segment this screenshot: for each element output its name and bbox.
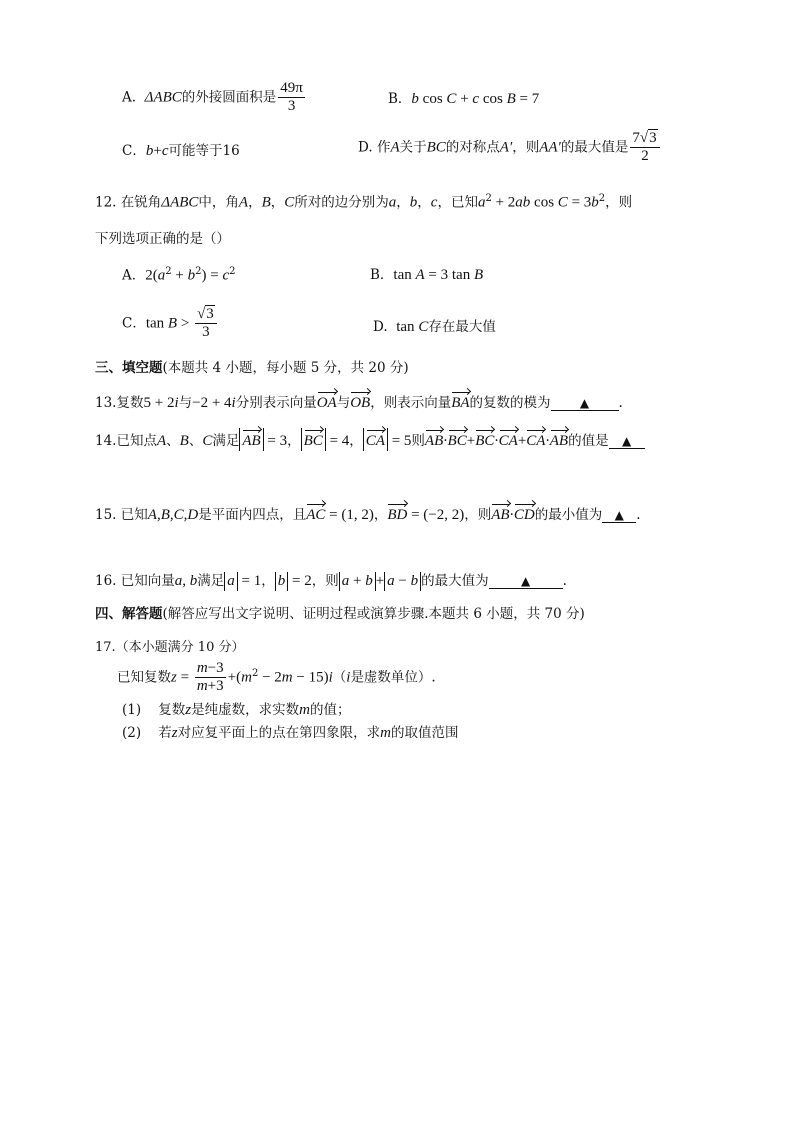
q17-part-2: (2) 若z对应复平面上的点在第四象限，求m的取值范围	[122, 725, 459, 741]
q14-line: 14.已知点A、B、C满足 AB = 3， BC = 4， CA = 5则AB·BC+BC·CA+CA·AB的值是 ▲	[95, 428, 645, 451]
q12-option-d: D. tan C存在最大值	[373, 319, 496, 335]
q15-answer-blank[interactable]: ▲	[602, 508, 636, 523]
q11-option-c: C．b+c可能等于16	[122, 143, 240, 159]
q11-option-d: D. 作A关于BC的对称点A′，则AA′的最大值是 $\frac{7√3}{2}$	[358, 130, 662, 166]
q11-option-a: A. ΔABC的外接圆面积是 $\frac{49\pi}{3}$	[122, 80, 303, 115]
section-3-heading: 三、填空题(本题共 4 小题，每小题 5 分，共 20 分)	[95, 360, 409, 376]
q17-part-1: (1) 复数z是纯虚数，求实数m的值；	[122, 702, 351, 718]
q16-answer-blank[interactable]: ▲	[489, 574, 563, 589]
q12-option-b: B．tan A = 3 tan B	[370, 267, 484, 283]
q12-stem-line1: 12. 在锐角ΔABC中，角A，B，C所对的边分别为a，b，c，已知$a^2 + 2ab$ $\cos C = 3b^2$，则	[95, 193, 633, 211]
q14-answer-blank[interactable]: ▲	[609, 434, 645, 449]
q16-line: 16. 已知向量a, b满足 a = 1， b = 2，则 a + b + a − b 的最大值为 ▲ .	[95, 573, 567, 589]
q17-stem: 已知复数z = $\frac{m-3}{m+3}$ $+(m^2 - 2m - 15)i(i$是虚数单位）.	[117, 660, 436, 695]
q12-option-c: C．tan B > $\frac{√3}{3}$	[122, 306, 219, 342]
q12-stem-line2: 下列选项正确的是（）	[95, 231, 230, 247]
q11-option-b: B．b cos C + c cos B = 7	[388, 91, 540, 107]
q15-line: 15. 已知A,B,C,D是平面内四点，且AC = (1, 2)，BD = (−2, 2)，则AB·CD的最小值为 ▲ .	[95, 502, 641, 524]
q13-answer-blank[interactable]: ▲	[551, 396, 619, 411]
q17-header: 17.（本小题满分 10 分）	[95, 640, 245, 655]
q12-option-a: A．$2(a^2 + b^2) = c^2$	[122, 266, 236, 284]
q13-line: 13.复数5 + 2i与−2 + 4i分别表示向量OA与OB，则表示向量BA的复数的模为 ▲ .	[95, 390, 623, 412]
section-4-heading: 四、解答题(解答应写出文字说明、证明过程或演算步骤.本题共 6 小题，共 70 分)	[95, 606, 585, 622]
